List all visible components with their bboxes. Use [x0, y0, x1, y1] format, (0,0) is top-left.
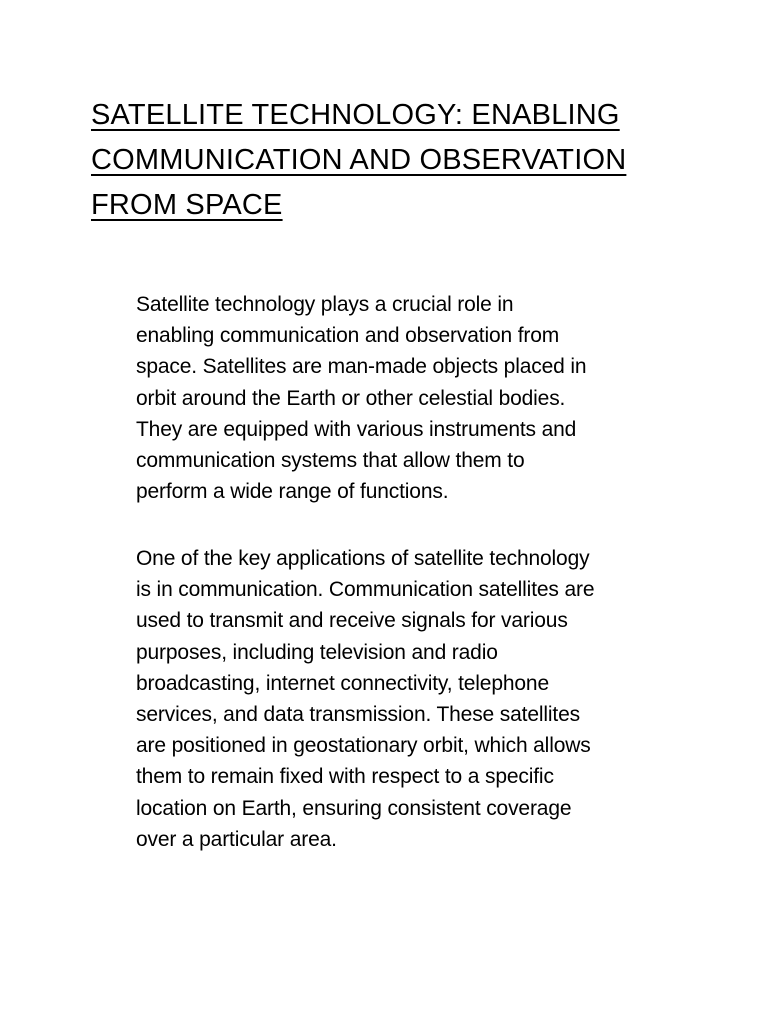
intro-paragraph	[136, 289, 716, 507]
paragraph-line: They are equipped with various instruments and	[136, 417, 577, 441]
paragraph-line: enabling communication and observation from	[136, 324, 560, 348]
paragraph-line: over a particular area.	[136, 827, 337, 851]
paragraph-line: Satellite technology plays a crucial role in	[136, 293, 514, 316]
paragraph-line: One of the key applications of satellite technology	[136, 547, 590, 570]
paragraph-line: services, and data transmission. These satellites	[136, 703, 580, 727]
paragraph-line: location on Earth, ensuring consistent coverage	[136, 796, 572, 820]
paragraph-line: is in communication. Communication satellites are	[136, 578, 595, 602]
paragraph-line: space. Satellites are man-made objects placed in	[136, 355, 587, 379]
paragraph-line: perform a wide range of functions.	[136, 480, 449, 504]
paragraph-line: communication systems that allow them to	[136, 449, 525, 473]
paragraph-line: purposes, including television and radio	[136, 640, 498, 664]
paragraph-line: used to transmit and receive signals for various	[136, 609, 568, 633]
paragraph-line: broadcasting, internet connectivity, telephone	[136, 671, 549, 695]
title-line: COMMUNICATION AND OBSERVATION	[91, 144, 627, 176]
paragraph-line: orbit around the Earth or other celestial bodies.	[136, 386, 566, 410]
paragraph-line: are positioned in geostationary orbit, which allows	[136, 734, 591, 758]
page-title	[91, 93, 691, 228]
title-line: SATELLITE TECHNOLOGY: ENABLING	[91, 99, 620, 131]
paragraph-line: them to remain fixed with respect to a specific	[136, 765, 554, 789]
communication-paragraph	[136, 543, 716, 855]
title-line: FROM SPACE	[91, 189, 283, 221]
